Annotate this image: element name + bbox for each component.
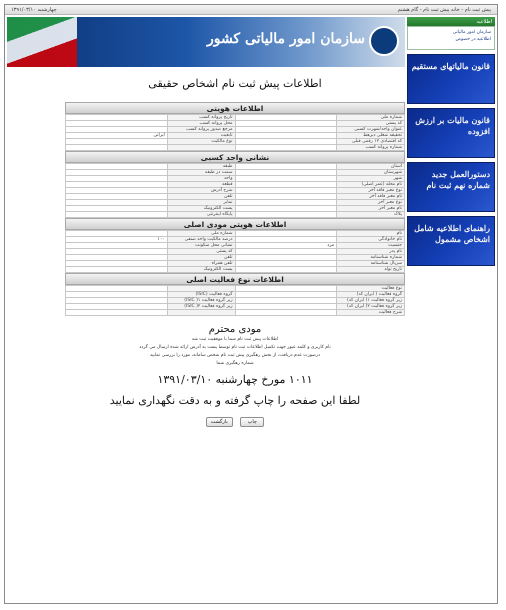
field-label: مرجع صدور پروانه کسب — [167, 127, 235, 133]
message-line: نام کاربری و کلمه عبور جهت تکمیل اطلاعات ثبت نام توسط پست به آدرس ارائه شده ارسال می گردد — [139, 345, 331, 350]
field-label: جنسیت — [337, 243, 405, 249]
page-title: اطلاعات پیش ثبت نام اشخاص حقیقی — [148, 77, 322, 90]
field-label: محل پروانه کسب — [167, 121, 235, 127]
message-line: شماره رهگیری شما — [216, 361, 254, 366]
field-value — [235, 212, 337, 218]
field-label: نوع معبر آخر — [337, 200, 405, 206]
field-value — [66, 310, 168, 316]
field-value: ۱۰۰ — [66, 237, 168, 243]
field-value — [66, 212, 168, 218]
field-label: گروه فعالیت (ISIC) — [167, 292, 235, 298]
field-label: کد پستی — [167, 249, 235, 255]
field-label: شماره پروانه کسب — [337, 145, 405, 151]
field-label: واحد — [167, 176, 235, 182]
field-label: پلاک — [337, 212, 405, 218]
announcement-line[interactable]: اطلاعیه در خصوص — [455, 37, 491, 42]
field-label: زیر گروه فعالیت ۱( ISIC) — [167, 298, 235, 304]
field-label — [167, 310, 235, 316]
top-bar — [5, 5, 497, 15]
field-label: نوع مالکیت — [167, 139, 235, 145]
field-label: تاریخ تولد — [337, 267, 405, 273]
field-value — [235, 310, 337, 316]
print-note: لطفا این صفحه را چاپ گرفته و به دقت نگهداری نمایید — [109, 394, 361, 407]
field-label: نمابر — [167, 200, 235, 206]
info-table — [65, 230, 405, 273]
field-label: تابعیت — [167, 133, 235, 139]
date-label: چهارشنبه ۱۳۹۱/۰۳/۱۰ — [11, 7, 57, 13]
field-label: شماره ملی — [337, 115, 405, 121]
field-label: نام محله (عمر اصلی) — [337, 182, 405, 188]
confirmation-message — [65, 324, 405, 407]
section-header: اطلاعات نوع فعالیت اصلی — [65, 273, 405, 285]
field-label: شهر — [337, 176, 405, 182]
greeting: مودی محترم — [208, 324, 262, 335]
table-row — [66, 212, 405, 218]
field-label: کد پستی — [337, 121, 405, 127]
field-label: پایگاه اینترنتی — [167, 212, 235, 218]
field-label: نوع فعالیت — [337, 286, 405, 292]
promo-guide[interactable]: راهنمای اطلاعیه شامل اشخاص مشمول — [407, 216, 495, 266]
header-banner — [7, 17, 405, 67]
print-button[interactable]: چاپ — [240, 417, 264, 427]
info-table — [65, 163, 405, 218]
field-label: نام معبر آخر — [337, 206, 405, 212]
section-header: نشانی واحد کسبی — [65, 151, 405, 163]
section-header: اطلاعات هویتی مودی اصلی — [65, 218, 405, 230]
browser-frame — [4, 4, 498, 604]
main-content — [65, 71, 405, 427]
field-label: کد اقتصادی ۱۲ رقمی قبلی — [337, 139, 405, 145]
field-label: نام پدر — [337, 249, 405, 255]
field-label: تاریخ پروانه کسب — [167, 115, 235, 121]
flag-image — [7, 17, 77, 67]
field-label: تلفن — [167, 255, 235, 261]
field-value: ایرانی — [66, 133, 168, 139]
button-row — [65, 417, 405, 427]
field-label: تلفن همراه — [167, 261, 235, 267]
field-label: سریال شناسنامه — [337, 261, 405, 267]
sections-container — [65, 102, 405, 316]
field-value: مرد — [235, 243, 337, 249]
field-label: شماره ملی — [167, 231, 235, 237]
field-value — [66, 145, 168, 151]
field-value — [235, 145, 337, 151]
field-label: نشانی محل سکونت — [167, 243, 235, 249]
field-label: شهرستان — [337, 170, 405, 176]
field-label: شرح آدرس — [167, 188, 235, 194]
field-label: زیر گروه فعالیت ۲( ایران کد) — [337, 304, 405, 310]
back-button[interactable]: بازگشت — [206, 417, 233, 427]
field-label: گروه فعالیت ( ایران کد) — [337, 292, 405, 298]
info-table — [65, 114, 405, 151]
announcement-box[interactable] — [407, 26, 495, 50]
field-label: نام — [337, 231, 405, 237]
tracking-number: ۱۰۱۱ مورخ چهارشنبه ۱۳۹۱/۰۳/۱۰ — [157, 373, 313, 386]
field-label: عنوان واحد/شهرت کسبی — [337, 127, 405, 133]
field-label: پست الکترونیک — [167, 267, 235, 273]
field-label: درصد مالکیت واحد صنفی — [167, 237, 235, 243]
sidebar — [407, 17, 495, 266]
info-table — [65, 285, 405, 316]
field-value — [66, 267, 168, 273]
field-label: پست الکترونیک — [167, 206, 235, 212]
promo-direct-tax-law[interactable]: قانون مالیاتهای مستقیم — [407, 54, 495, 104]
field-label: نام معبر فاقد آخر — [337, 194, 405, 200]
promo-new-instruction[interactable]: دستورالعمل جدید شماره نهم ثبت نام — [407, 162, 495, 212]
field-label: شماره شناسنامه — [337, 255, 405, 261]
field-label: استان — [337, 164, 405, 170]
sidebar-header: اطلاعیه — [407, 17, 495, 26]
field-label: نام خانوادگی — [337, 237, 405, 243]
table-row — [66, 145, 405, 151]
field-label: قطعه — [167, 182, 235, 188]
field-label: تلفن — [167, 194, 235, 200]
promo-vat-law[interactable]: قانون مالیات بر ارزش افزوده — [407, 108, 495, 158]
breadcrumb[interactable]: پیش ثبت نام - خانه پیش ثبت نام - گام هشتم — [397, 7, 491, 13]
field-label: تحقیقه شغلی دیرهط — [337, 133, 405, 139]
field-label: طبقه — [167, 164, 235, 170]
field-label: شرح فعالیت — [337, 310, 405, 316]
announcement-line[interactable]: سازمان امور مالیاتی — [452, 30, 491, 35]
message-line: درصورت عدم دریافت، از بخش رهگیری پیش ثبت نام شخص سامانه، مورد را بررسی نمایید — [149, 353, 321, 358]
field-label — [167, 145, 235, 151]
field-label: زیر گروه فعالیت ۲( ISIC) — [167, 304, 235, 310]
field-value — [235, 267, 337, 273]
field-label: نوع معبر فاقد آخر — [337, 188, 405, 194]
field-label: سمت در طبقه — [167, 170, 235, 176]
section-header: اطلاعات هویتی — [65, 102, 405, 114]
table-row — [66, 310, 405, 316]
org-title: سازمان امور مالیاتی کشور — [206, 31, 365, 47]
table-row — [66, 267, 405, 273]
emblem-icon — [369, 26, 399, 56]
message-line: اطلاعات پیش ثبت نام شما با موفقیت ثبت شد — [191, 337, 279, 342]
field-label: زیر گروه فعالیت ۱( ایران کد) — [337, 298, 405, 304]
